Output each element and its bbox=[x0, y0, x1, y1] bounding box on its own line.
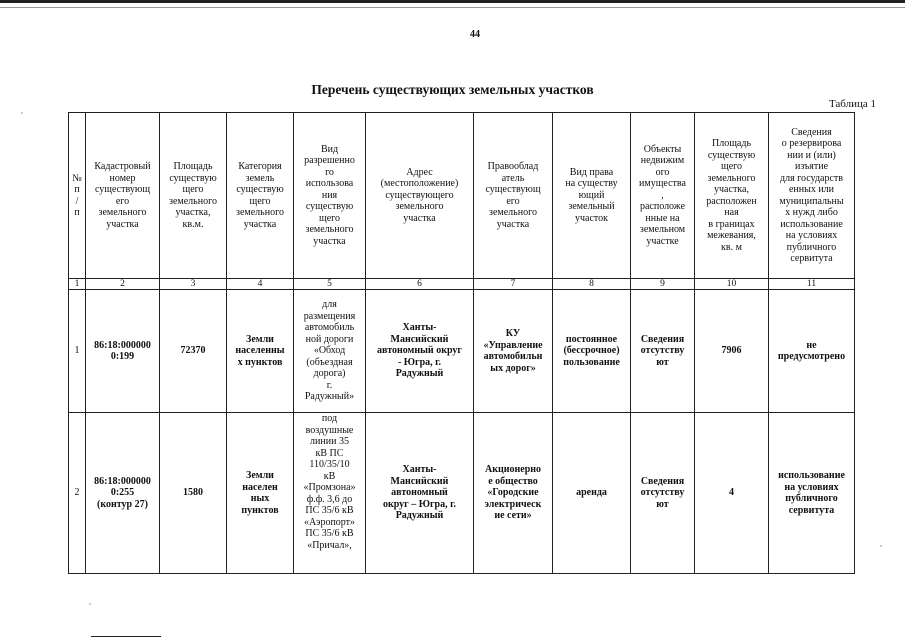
header-plot-area: Площадь существую щего земельного участка, кв.м. bbox=[160, 113, 227, 279]
table-label: Таблица 1 bbox=[828, 98, 876, 110]
header-right-type: Вид права на существу ющий земельный участок bbox=[553, 113, 631, 279]
scan-speck bbox=[880, 545, 882, 547]
cadastral-number: 86:18:000000 0:255 (контур 27) bbox=[86, 413, 160, 574]
top-border-thin-rule bbox=[0, 7, 905, 8]
document-title: Перечень существующих земельных участков bbox=[311, 82, 594, 97]
header-permitted-use: Вид разрешенно го использова ния существую щего земельного участка bbox=[294, 113, 366, 279]
column-number: 11 bbox=[769, 279, 855, 290]
column-number: 8 bbox=[553, 279, 631, 290]
reservation-info: не предусмотрено bbox=[769, 290, 855, 413]
plot-area: 1580 bbox=[160, 413, 227, 574]
cadastral-number: 86:18:000000 0:199 bbox=[86, 290, 160, 413]
column-number: 2 bbox=[86, 279, 160, 290]
right-type: постоянное (бессрочное) пользование bbox=[553, 290, 631, 413]
top-border-rule bbox=[0, 0, 905, 3]
area-in-boundaries: 4 bbox=[695, 413, 769, 574]
reservation-info: использование на условиях публичного сервитута bbox=[769, 413, 855, 574]
column-number: 3 bbox=[160, 279, 227, 290]
address: Ханты- Мансийский автономный округ - Югра, г. Радужный bbox=[366, 290, 474, 413]
row-number: 2 bbox=[69, 413, 86, 574]
column-number: 10 bbox=[695, 279, 769, 290]
table-header-row bbox=[69, 113, 855, 279]
plot-area: 72370 bbox=[160, 290, 227, 413]
header-owner: Правооблад атель существующ его земельного участка bbox=[474, 113, 553, 279]
area-in-boundaries: 7906 bbox=[695, 290, 769, 413]
permitted-use: под воздушные линии 35 кВ ПС 110/35/10 кВ «Промзона» ф.ф. 3,6 до ПС 35/6 кВ «Аэропорт» ПС 35/6 кВ «Причал», bbox=[294, 413, 366, 574]
land-category: Земли населен ных пунктов bbox=[227, 413, 294, 574]
owner: Акционерно е общество «Городские электрическ ие сети» bbox=[474, 413, 553, 574]
column-number: 4 bbox=[227, 279, 294, 290]
header-area-in-boundaries: Площадь существую щего земельного участка, расположен ная в границах межевания, кв. м bbox=[695, 113, 769, 279]
owner: КУ «Управление автомобильн ых дорог» bbox=[474, 290, 553, 413]
column-number-row bbox=[69, 279, 855, 290]
header-real-estate-objects: Объекты недвижим ого имущества , расположе нные на земельном участке bbox=[631, 113, 695, 279]
real-estate-objects: Сведения отсутству ют bbox=[631, 290, 695, 413]
column-number: 5 bbox=[294, 279, 366, 290]
right-type: аренда bbox=[553, 413, 631, 574]
real-estate-objects: Сведения отсутству ют bbox=[631, 413, 695, 574]
header-reservation-info: Сведения о резервирова нии и (или) изъятие для государств енных или муниципальны х нужд либо использование на условиях публичного сервитута bbox=[769, 113, 855, 279]
page-number: 44 bbox=[470, 29, 480, 40]
land-plots-table bbox=[68, 112, 855, 574]
scan-speck bbox=[21, 112, 23, 114]
header-address: Адрес (местоположение) существующего земельного участка bbox=[366, 113, 474, 279]
address: Ханты- Мансийский автономный округ – Югра, г. Радужный bbox=[366, 413, 474, 574]
header-cadastral-number: Кадастровый номер существующ его земельного участка bbox=[86, 113, 160, 279]
table-row bbox=[69, 413, 855, 574]
footnote-rule bbox=[91, 636, 161, 637]
table-row bbox=[69, 290, 855, 413]
column-number: 7 bbox=[474, 279, 553, 290]
column-number: 9 bbox=[631, 279, 695, 290]
scan-speck bbox=[89, 603, 91, 605]
permitted-use: для размещения автомобиль ной дороги «Обход (объездная дорога) г. Радужный» bbox=[294, 290, 366, 413]
header-land-category: Категория земель существую щего земельного участка bbox=[227, 113, 294, 279]
header-row-number: № п / п bbox=[69, 113, 86, 279]
column-number: 1 bbox=[69, 279, 86, 290]
land-category: Земли населенны х пунктов bbox=[227, 290, 294, 413]
row-number: 1 bbox=[69, 290, 86, 413]
column-number: 6 bbox=[366, 279, 474, 290]
